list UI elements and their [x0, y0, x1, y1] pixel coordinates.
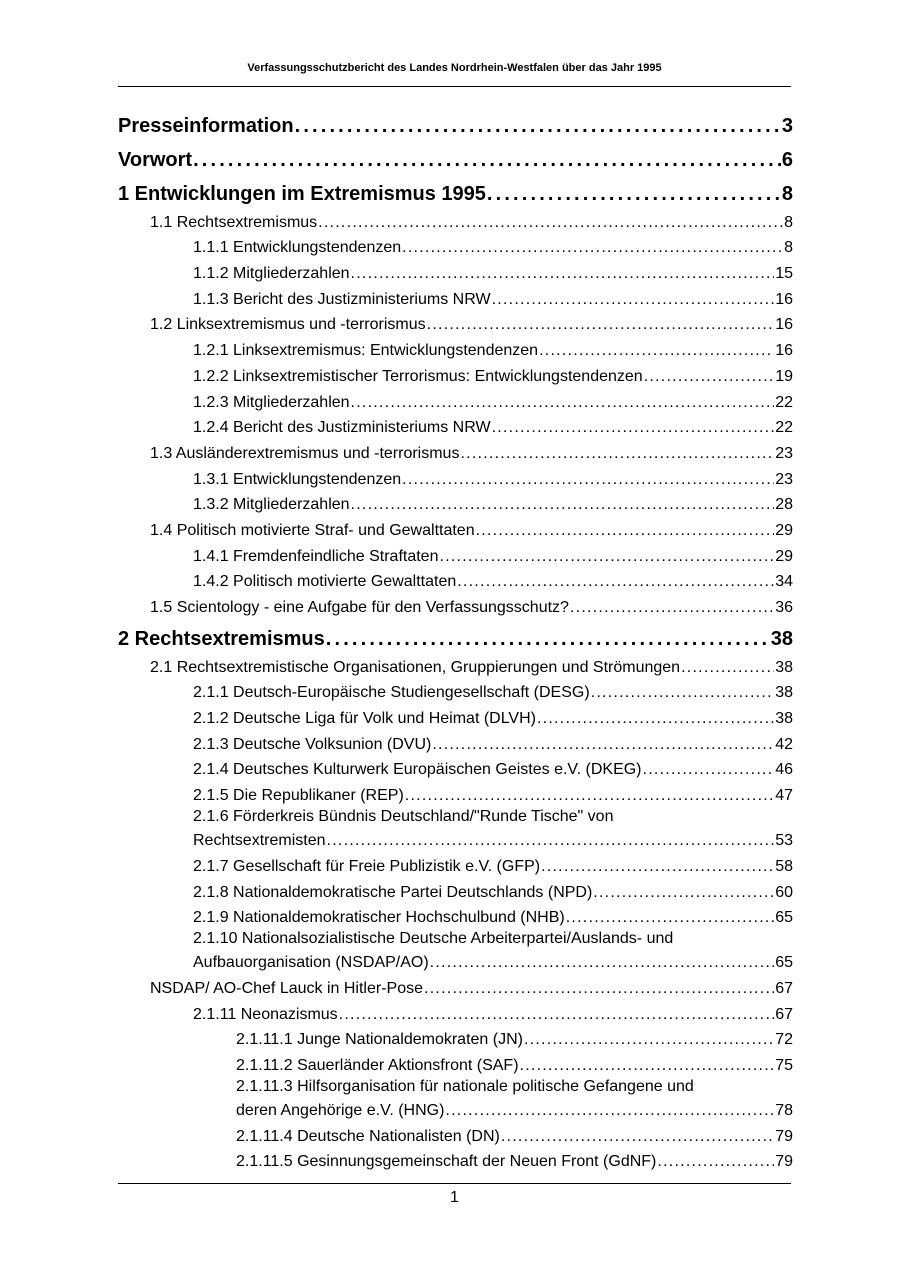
toc-entry[interactable]: [118, 679, 793, 705]
toc-entry-title: 1.2 Linksextremismus und -terrorismus: [150, 316, 426, 334]
toc-entry[interactable]: [118, 568, 793, 594]
toc-entry[interactable]: [118, 593, 793, 619]
toc-entry-page: 16: [775, 342, 793, 360]
table-of-contents: [118, 106, 793, 1173]
toc-entry-page: 8: [784, 239, 793, 257]
footer-rule: [118, 1183, 791, 1184]
dot-leader: [520, 1054, 775, 1077]
dot-leader: [487, 180, 781, 208]
toc-entry-page: 29: [775, 521, 793, 539]
toc-entry-title: 1.2.4 Bericht des Justizministeriums NRW: [193, 419, 491, 437]
dot-leader: [351, 391, 775, 414]
dot-leader: [424, 977, 774, 1000]
toc-entry-page: 47: [775, 787, 793, 805]
toc-entry-page: 38: [775, 658, 793, 676]
toc-entry-page: 16: [775, 316, 793, 334]
dot-leader: [193, 146, 781, 174]
toc-entry[interactable]: [118, 904, 793, 930]
toc-entry-page: 22: [775, 419, 793, 437]
page-number: 1: [450, 1189, 459, 1206]
toc-entry-page: 78: [775, 1101, 793, 1119]
dot-leader: [537, 707, 774, 730]
toc-chapter-entry[interactable]: [118, 140, 793, 174]
toc-entry[interactable]: [118, 704, 793, 730]
toc-entry-title: 1.4 Politisch motivierte Straf- und Gewalttaten: [150, 521, 475, 539]
toc-entry-page: 67: [775, 979, 793, 997]
toc-entry[interactable]: [118, 852, 793, 878]
toc-entry[interactable]: [118, 807, 793, 852]
dot-leader: [339, 1003, 775, 1026]
toc-entry-title: 2.1.9 Nationaldemokratischer Hochschulbund (NHB): [193, 909, 565, 927]
toc-entry-page: 79: [775, 1127, 793, 1145]
toc-entry-title: 1.2.1 Linksextremismus: Entwicklungstendenzen: [193, 342, 539, 360]
dot-leader: [351, 493, 775, 516]
toc-entry-title: Presseinformation: [118, 115, 294, 137]
dot-leader: [295, 112, 781, 140]
toc-entry-title: 1.2.2 Linksextremistischer Terrorismus: Entwicklungstendenzen: [193, 367, 643, 385]
toc-entry-title: 1 Entwicklungen im Extremismus 1995: [118, 183, 486, 205]
dot-leader: [591, 681, 775, 704]
toc-entry-page: 28: [775, 496, 793, 514]
dot-leader: [539, 339, 774, 362]
toc-entry-page: 46: [775, 761, 793, 779]
toc-entry-title: 2.1.8 Nationaldemokratische Partei Deutschlands (NPD): [193, 883, 593, 901]
toc-entry-title-line2: Aufbauorganisation (NSDAP/AO): [193, 954, 429, 972]
toc-entry[interactable]: [118, 878, 793, 904]
toc-entry-page: 29: [775, 547, 793, 565]
toc-entry[interactable]: [118, 542, 793, 568]
toc-entry[interactable]: [118, 756, 793, 782]
toc-entry-title: 2.1.11.1 Junge Nationaldemokraten (JN): [236, 1031, 523, 1049]
toc-entry[interactable]: [118, 336, 793, 362]
toc-entry-title: 1.1.1 Entwicklungstendenzen: [193, 239, 402, 257]
dot-leader: [427, 313, 775, 336]
toc-entry-title: 2.1.5 Die Republikaner (REP): [193, 787, 404, 805]
toc-chapter-entry[interactable]: [118, 106, 793, 140]
toc-entry-page: 53: [775, 832, 793, 850]
toc-entry-page: 36: [775, 599, 793, 616]
toc-entry-title-line1: 2.1.11.3 Hilfsorganisation für nationale politische Gefangene und: [236, 1077, 694, 1095]
toc-entry-title: 1.1 Rechtsextremismus: [150, 213, 318, 231]
toc-entry-page: 15: [775, 265, 793, 283]
dot-leader: [430, 952, 775, 974]
toc-entry-page: 22: [775, 393, 793, 411]
dot-leader: [445, 1100, 774, 1122]
toc-entry[interactable]: [118, 362, 793, 388]
dot-leader: [644, 365, 775, 388]
toc-entry-title: 2 Rechtsextremismus: [118, 628, 325, 650]
dot-leader: [643, 758, 775, 781]
toc-entry[interactable]: [118, 259, 793, 285]
toc-chapter-entry[interactable]: [118, 174, 793, 208]
toc-entry-page: 79: [775, 1153, 793, 1171]
toc-entry-page: 38: [770, 628, 793, 650]
toc-entry-title: 2.1 Rechtsextremistische Organisationen, Gruppierungen und Strömungen: [150, 658, 681, 676]
dot-leader: [402, 236, 783, 259]
toc-entry-title: 1.4.2 Politisch motivierte Gewalttaten: [193, 573, 457, 591]
toc-entry-title: 2.1.1 Deutsch-Europäische Studiengesellschaft (DESG): [193, 684, 590, 702]
toc-entry-title: 2.1.11.4 Deutsche Nationalisten (DN): [236, 1127, 500, 1145]
toc-entry-page: 8: [781, 183, 793, 205]
toc-entry-page: 3: [781, 115, 793, 137]
toc-entry[interactable]: [118, 781, 793, 807]
toc-entry-title: 2.1.4 Deutsches Kulturwerk Europäischen Geistes e.V. (DKEG): [193, 761, 642, 779]
toc-entry-page: 67: [775, 1005, 793, 1023]
toc-entry[interactable]: [118, 730, 793, 756]
toc-entry-title: 2.1.3 Deutsche Volksunion (DVU): [193, 735, 432, 753]
toc-entry-page: 65: [775, 909, 793, 927]
dot-leader: [524, 1028, 774, 1051]
dot-leader: [541, 855, 774, 878]
dot-leader: [405, 784, 774, 807]
dot-leader: [476, 519, 775, 542]
toc-entry-page: 60: [775, 883, 793, 901]
toc-entry-title-line2: deren Angehörige e.V. (HNG): [236, 1101, 445, 1119]
dot-leader: [432, 733, 774, 756]
toc-entry[interactable]: [118, 653, 793, 679]
toc-entry-title: 2.1.7 Gesellschaft für Freie Publizistik e.V. (GFP): [193, 857, 541, 875]
toc-chapter-entry[interactable]: [118, 619, 793, 653]
toc-entry-page: 38: [775, 684, 793, 702]
toc-entry-title: 1.5 Scientology - eine Aufgabe für den Verfassungsschutz?: [150, 599, 569, 616]
toc-entry[interactable]: [118, 388, 793, 414]
toc-entry-page: 65: [775, 954, 793, 972]
toc-entry-page: 23: [775, 470, 793, 488]
toc-entry-title: 1.2.3 Mitgliederzahlen: [193, 393, 350, 411]
toc-entry[interactable]: [118, 311, 793, 337]
toc-entry[interactable]: [118, 439, 793, 465]
dot-leader: [460, 442, 774, 465]
toc-entry[interactable]: [118, 1051, 793, 1077]
header-rule: [118, 86, 791, 87]
toc-entry[interactable]: [118, 929, 793, 974]
dot-leader: [439, 545, 774, 568]
toc-entry-title: 1.1.3 Bericht des Justizministeriums NRW: [193, 290, 491, 308]
toc-entry[interactable]: [118, 1077, 793, 1122]
toc-entry-title: Vorwort: [118, 149, 193, 171]
toc-entry[interactable]: [118, 414, 793, 440]
dot-leader: [681, 656, 774, 679]
toc-entry-title: NSDAP/ AO-Chef Lauck in Hitler-Pose: [150, 979, 423, 997]
toc-entry[interactable]: [118, 516, 793, 542]
running-header: Verfassungsschutzbericht des Landes Nordrhein-Westfalen über das Jahr 1995: [247, 62, 662, 74]
toc-entry-page: 6: [781, 149, 793, 171]
toc-entry-title: 1.3 Ausländerextremismus und -terrorismus: [150, 444, 460, 462]
dot-leader: [457, 570, 774, 593]
toc-entry-page: 34: [775, 573, 793, 591]
dot-leader: [501, 1125, 774, 1148]
toc-entry-page: 8: [784, 213, 793, 231]
dot-leader: [492, 288, 775, 311]
dot-leader: [570, 596, 774, 619]
toc-entry-page: 72: [775, 1031, 793, 1049]
toc-entry[interactable]: [118, 1148, 793, 1174]
toc-entry-title: 2.1.11.5 Gesinnungsgemeinschaft der Neuen Front (GdNF): [236, 1153, 657, 1171]
toc-entry-title-line1: 2.1.10 Nationalsozialistische Deutsche Arbeiterpartei/Auslands- und: [193, 930, 674, 948]
toc-entry-title-line1: 2.1.6 Förderkreis Bündnis Deutschland/"Runde Tische" von: [193, 808, 614, 826]
toc-entry-page: 38: [775, 710, 793, 728]
toc-entry-title: 1.3.1 Entwicklungstendenzen: [193, 470, 402, 488]
toc-entry[interactable]: [118, 1000, 793, 1026]
dot-leader: [351, 262, 775, 285]
toc-entry[interactable]: [118, 1122, 793, 1148]
toc-entry-title-line2: Rechtsextremisten: [193, 832, 326, 850]
toc-entry-page: 75: [775, 1056, 793, 1074]
dot-leader: [327, 830, 775, 852]
dot-leader: [492, 416, 775, 439]
toc-entry-page: 58: [775, 857, 793, 875]
toc-entry[interactable]: [118, 208, 793, 234]
toc-entry[interactable]: [118, 1026, 793, 1052]
toc-entry-page: 16: [775, 290, 793, 308]
dot-leader: [326, 625, 770, 653]
toc-entry-title: 2.1.11.2 Sauerländer Aktionsfront (SAF): [236, 1056, 519, 1074]
toc-entry[interactable]: [118, 974, 793, 1000]
dot-leader: [593, 881, 774, 904]
dot-leader: [402, 468, 774, 491]
toc-entry-title: 1.1.2 Mitgliederzahlen: [193, 265, 350, 283]
toc-entry-page: 23: [775, 444, 793, 462]
dot-leader: [657, 1150, 774, 1173]
dot-leader: [566, 906, 774, 929]
toc-entry-page: 42: [775, 735, 793, 753]
toc-entry[interactable]: [118, 234, 793, 260]
toc-entry[interactable]: [118, 285, 793, 311]
toc-entry-title: 2.1.11 Neonazismus: [193, 1005, 338, 1023]
toc-entry-title: 1.4.1 Fremdenfeindliche Straftaten: [193, 547, 439, 565]
toc-entry-title: 1.3.2 Mitgliederzahlen: [193, 496, 350, 514]
toc-entry[interactable]: [118, 465, 793, 491]
dot-leader: [318, 211, 783, 234]
toc-entry-page: 19: [775, 367, 793, 385]
toc-entry[interactable]: [118, 491, 793, 517]
toc-entry-title: 2.1.2 Deutsche Liga für Volk und Heimat (DLVH): [193, 710, 536, 728]
